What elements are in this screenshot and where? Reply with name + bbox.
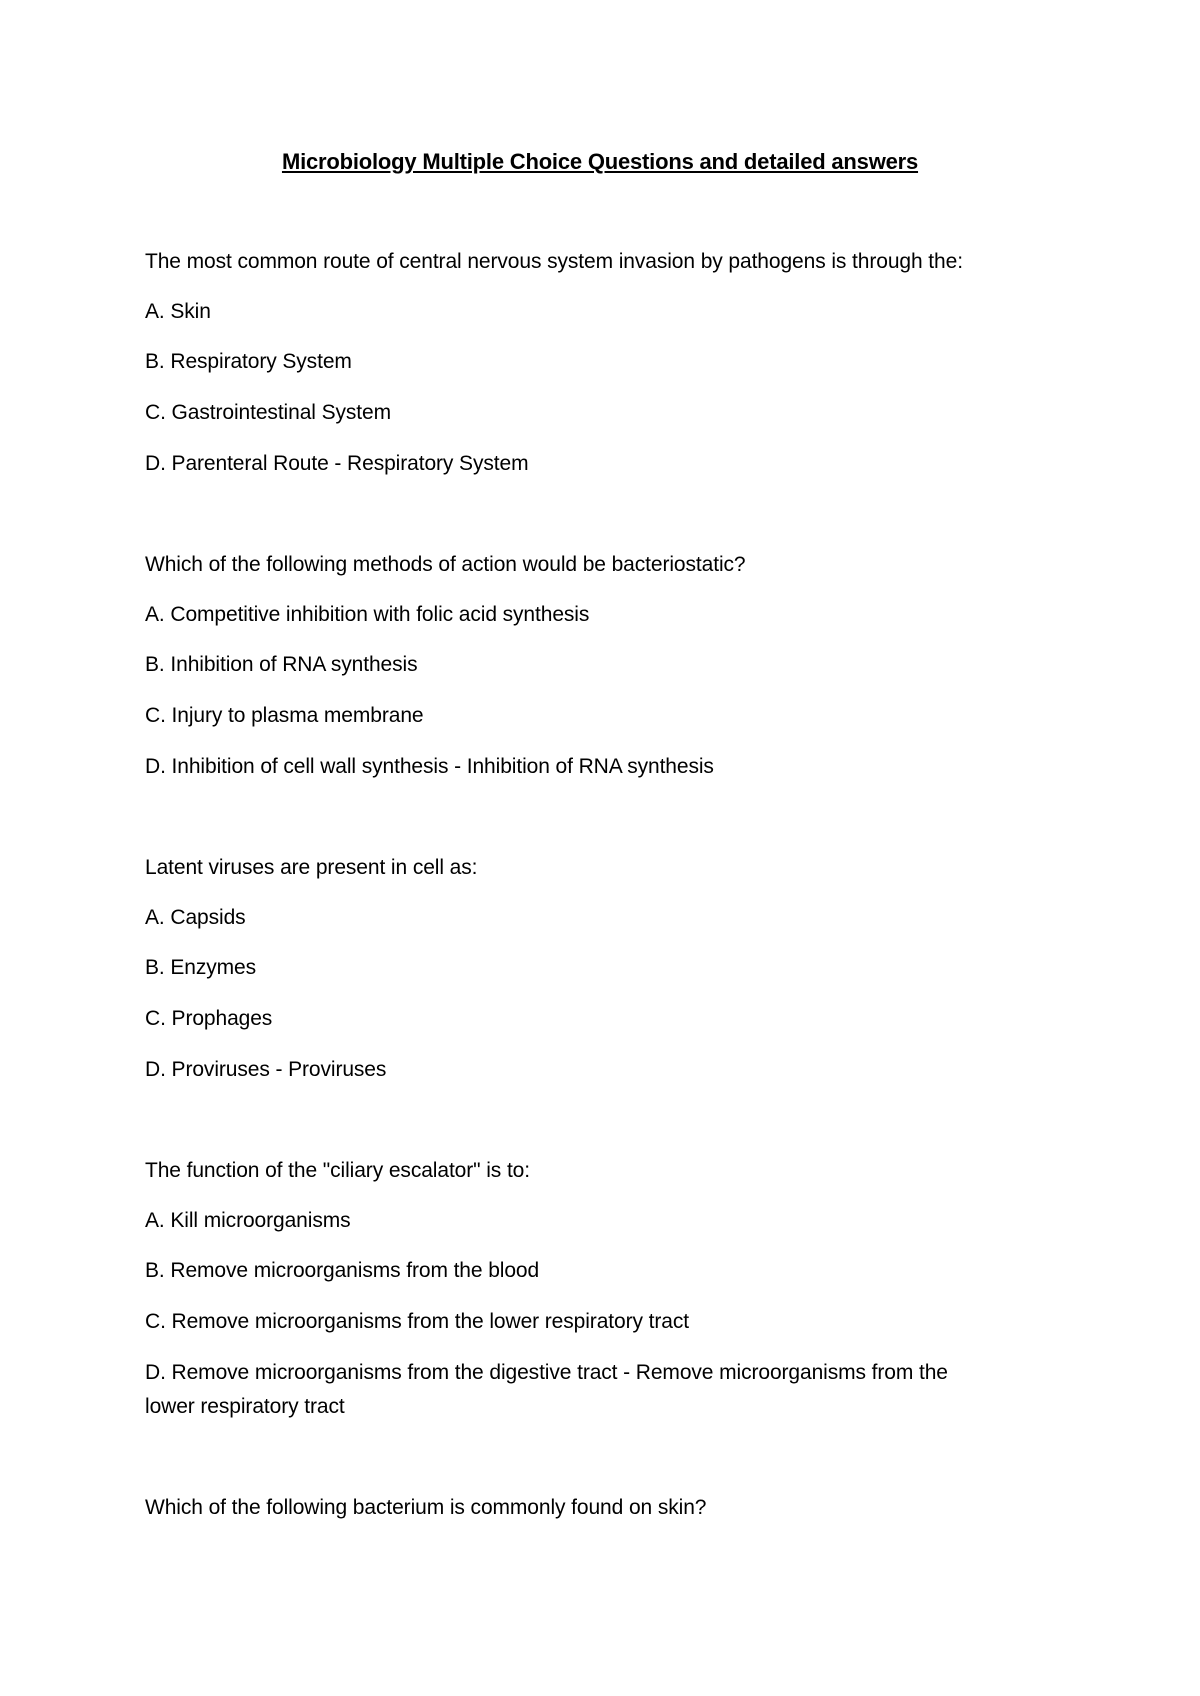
question-1-prompt: The most common route of central nervous system invasion by pathogens is through the: bbox=[145, 250, 963, 273]
question-1-option-d: D. Parenteral Route - Respiratory System bbox=[145, 452, 529, 475]
question-2-option-c: C. Injury to plasma membrane bbox=[145, 704, 424, 727]
document-title: Microbiology Multiple Choice Questions and detailed answers bbox=[281, 149, 919, 174]
question-3-prompt: Latent viruses are present in cell as: bbox=[145, 856, 478, 879]
question-4-option-c: C. Remove microorganisms from the lower respiratory tract bbox=[145, 1310, 689, 1333]
question-4-option-d: D. Remove microorganisms from the digestive tract - Remove microorganisms from the bbox=[145, 1361, 948, 1384]
question-2-option-a: A. Competitive inhibition with folic acid synthesis bbox=[145, 603, 590, 626]
question-3-option-a: A. Capsids bbox=[145, 906, 246, 929]
question-3-option-d: D. Proviruses - Proviruses bbox=[145, 1058, 387, 1081]
question-4-option-b: B. Remove microorganisms from the blood bbox=[145, 1259, 540, 1282]
question-1-option-a: A. Skin bbox=[145, 300, 211, 323]
question-4-option-a: A. Kill microorganisms bbox=[145, 1209, 351, 1232]
question-4-prompt: The function of the "ciliary escalator" is to: bbox=[145, 1159, 530, 1182]
question-2-option-b: B. Inhibition of RNA synthesis bbox=[145, 653, 418, 676]
question-1-option-c: C. Gastrointestinal System bbox=[145, 401, 391, 424]
question-4-option-d-continued: lower respiratory tract bbox=[145, 1395, 345, 1418]
question-5-prompt: Which of the following bacterium is commonly found on skin? bbox=[145, 1496, 707, 1519]
question-1-option-b: B. Respiratory System bbox=[145, 350, 352, 373]
question-2-option-d: D. Inhibition of cell wall synthesis - Inhibition of RNA synthesis bbox=[145, 755, 714, 778]
question-3-option-b: B. Enzymes bbox=[145, 956, 257, 979]
question-2-prompt: Which of the following methods of action would be bacteriostatic? bbox=[145, 553, 746, 576]
question-3-option-c: C. Prophages bbox=[145, 1007, 273, 1030]
